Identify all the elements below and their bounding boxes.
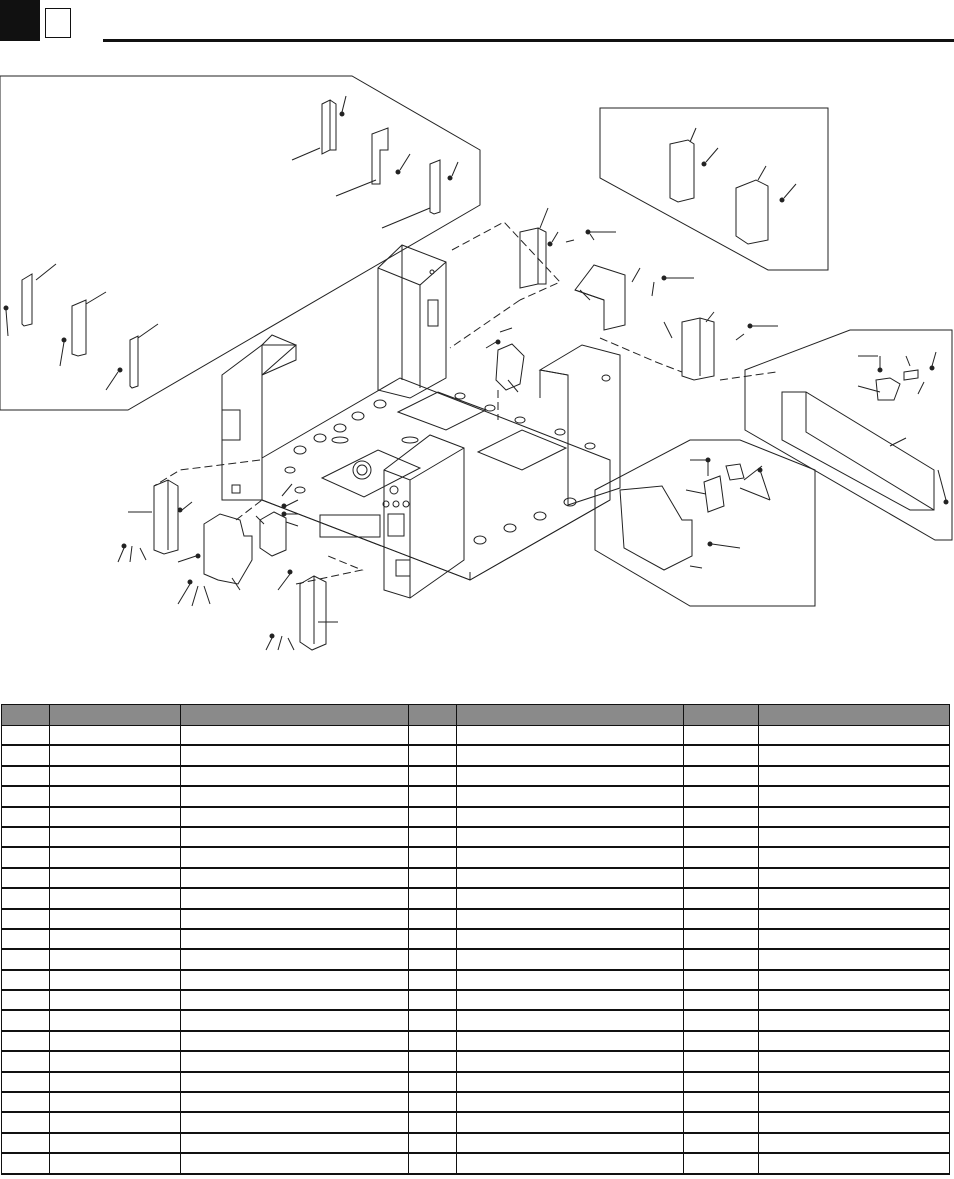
- table-cell: [684, 949, 759, 969]
- callout-leaders: [4, 96, 948, 650]
- upper-left-part-5: [72, 300, 86, 356]
- table-cell: [684, 1051, 759, 1071]
- table-cell: [2, 1112, 50, 1132]
- table-row: [2, 807, 950, 827]
- table-cell: [409, 766, 457, 786]
- table-row: [2, 1153, 950, 1173]
- table-cell: [457, 847, 684, 867]
- table-cell: [457, 949, 684, 969]
- table-cell: [50, 766, 181, 786]
- table-row: [2, 909, 950, 929]
- left-tall-column: [222, 335, 296, 500]
- table-cell: [2, 1031, 50, 1051]
- table-row: [2, 1031, 950, 1051]
- table-cell: [409, 847, 457, 867]
- table-cell: [457, 909, 684, 929]
- bracket-f: [260, 512, 286, 556]
- header-rule: [103, 39, 954, 42]
- header-cell: [457, 705, 684, 726]
- table-cell: [409, 929, 457, 949]
- table-cell: [684, 1133, 759, 1153]
- table-cell: [409, 726, 457, 746]
- table-cell: [409, 1092, 457, 1112]
- table-cell: [181, 909, 409, 929]
- table-cell: [2, 726, 50, 746]
- table-cell: [50, 1153, 181, 1173]
- table-cell: [409, 745, 457, 765]
- table-cell: [759, 786, 950, 806]
- table-cell: [50, 745, 181, 765]
- table-cell: [684, 1072, 759, 1092]
- table-cell: [759, 1133, 950, 1153]
- table-cell: [2, 1010, 50, 1030]
- table-cell: [457, 1153, 684, 1173]
- table-cell: [457, 745, 684, 765]
- rear-center-frame: [378, 245, 446, 398]
- table-cell: [181, 949, 409, 969]
- table-cell: [2, 1072, 50, 1092]
- table-cell: [759, 990, 950, 1010]
- table-cell: [684, 847, 759, 867]
- table-cell: [457, 868, 684, 888]
- table-cell: [759, 807, 950, 827]
- table-row: [2, 847, 950, 867]
- upper-left-part-2: [372, 128, 388, 184]
- upper-right-part-2: [736, 180, 768, 244]
- table-cell: [759, 827, 950, 847]
- table-cell: [409, 949, 457, 969]
- table-row: [2, 1010, 950, 1030]
- table-cell: [50, 970, 181, 990]
- table-cell: [409, 970, 457, 990]
- table-cell: [50, 1092, 181, 1112]
- callout-panel-lower-right: [595, 440, 815, 606]
- table-cell: [181, 726, 409, 746]
- table-cell: [684, 970, 759, 990]
- table-cell: [684, 807, 759, 827]
- table-cell: [409, 888, 457, 908]
- table-cell: [409, 909, 457, 929]
- table-cell: [759, 745, 950, 765]
- table-cell: [50, 909, 181, 929]
- table-row: [2, 929, 950, 949]
- table-cell: [457, 1072, 684, 1092]
- header-cell: [409, 705, 457, 726]
- table-cell: [2, 949, 50, 969]
- table-cell: [2, 766, 50, 786]
- table-cell: [684, 990, 759, 1010]
- table-cell: [684, 909, 759, 929]
- table-cell: [181, 1072, 409, 1092]
- table-cell: [457, 786, 684, 806]
- table-cell: [684, 1031, 759, 1051]
- table-cell: [50, 1072, 181, 1092]
- exploded-parts-diagram: [0, 60, 954, 680]
- table-row: [2, 868, 950, 888]
- upper-left-part-1: [322, 100, 336, 154]
- table-cell: [759, 970, 950, 990]
- table-cell: [409, 1133, 457, 1153]
- callout-panel-upper-right: [600, 108, 828, 270]
- table-cell: [759, 1031, 950, 1051]
- table-cell: [181, 990, 409, 1010]
- table-cell: [181, 929, 409, 949]
- table-cell: [409, 827, 457, 847]
- table-cell: [759, 1010, 950, 1030]
- table-cell: [457, 1031, 684, 1051]
- table-cell: [457, 1112, 684, 1132]
- right-cabinet: [540, 345, 620, 505]
- table-row: [2, 827, 950, 847]
- table-cell: [759, 1112, 950, 1132]
- table-cell: [409, 868, 457, 888]
- base-plate: [262, 378, 610, 580]
- table-cell: [457, 888, 684, 908]
- right-callout-channel: [782, 370, 934, 510]
- bracket-b: [575, 265, 625, 330]
- table-cell: [457, 1051, 684, 1071]
- upper-left-part-4: [22, 274, 32, 326]
- table-cell: [2, 847, 50, 867]
- table-row: [2, 726, 950, 746]
- table-cell: [759, 726, 950, 746]
- table-cell: [409, 1010, 457, 1030]
- table-cell: [181, 1112, 409, 1132]
- table-row: [2, 786, 950, 806]
- table-cell: [2, 909, 50, 929]
- table-cell: [409, 1051, 457, 1071]
- table-row: [2, 1092, 950, 1112]
- table-cell: [181, 1051, 409, 1071]
- table-row: [2, 766, 950, 786]
- table-cell: [684, 888, 759, 908]
- table-cell: [457, 929, 684, 949]
- table-cell: [2, 1153, 50, 1173]
- table-cell: [50, 726, 181, 746]
- table-cell: [457, 970, 684, 990]
- table-cell: [2, 888, 50, 908]
- table-cell: [2, 1092, 50, 1112]
- bracket-e: [204, 514, 252, 584]
- table-cell: [409, 807, 457, 827]
- upper-left-part-3: [430, 160, 440, 214]
- table-cell: [759, 929, 950, 949]
- table-row: [2, 1112, 950, 1132]
- table-cell: [684, 868, 759, 888]
- table-cell: [457, 1133, 684, 1153]
- parts-table-body: [2, 726, 950, 1174]
- table-cell: [181, 868, 409, 888]
- table-cell: [759, 1051, 950, 1071]
- table-cell: [2, 1051, 50, 1071]
- table-cell: [759, 766, 950, 786]
- table-cell: [181, 827, 409, 847]
- table-cell: [2, 970, 50, 990]
- table-cell: [684, 726, 759, 746]
- table-cell: [759, 888, 950, 908]
- parts-list-table: [1, 704, 950, 1175]
- table-cell: [409, 990, 457, 1010]
- table-cell: [759, 1153, 950, 1173]
- header-cell: [2, 705, 50, 726]
- table-cell: [50, 807, 181, 827]
- table-cell: [409, 1153, 457, 1173]
- table-cell: [50, 990, 181, 1010]
- table-cell: [684, 1112, 759, 1132]
- table-cell: [759, 847, 950, 867]
- table-cell: [457, 827, 684, 847]
- table-cell: [457, 990, 684, 1010]
- table-cell: [759, 868, 950, 888]
- table-cell: [2, 745, 50, 765]
- section-tab-box: [45, 8, 71, 38]
- table-cell: [684, 766, 759, 786]
- table-cell: [50, 1112, 181, 1132]
- table-cell: [50, 1051, 181, 1071]
- table-cell: [684, 929, 759, 949]
- lower-right-callout-part: [620, 464, 744, 570]
- table-cell: [457, 766, 684, 786]
- table-cell: [50, 1133, 181, 1153]
- header-cell: [684, 705, 759, 726]
- table-cell: [50, 1010, 181, 1030]
- table-cell: [409, 1112, 457, 1132]
- bracket-a: [520, 228, 546, 288]
- table-cell: [181, 847, 409, 867]
- table-row: [2, 1133, 950, 1153]
- table-cell: [50, 929, 181, 949]
- table-row: [2, 1072, 950, 1092]
- table-cell: [181, 807, 409, 827]
- table-cell: [759, 1072, 950, 1092]
- bracket-d: [154, 480, 178, 554]
- table-cell: [684, 827, 759, 847]
- table-cell: [50, 868, 181, 888]
- table-row: [2, 745, 950, 765]
- table-header-row: [2, 705, 950, 726]
- table-cell: [457, 1010, 684, 1030]
- upper-left-part-6: [130, 336, 138, 388]
- table-row: [2, 1051, 950, 1071]
- table-cell: [181, 1153, 409, 1173]
- table-row: [2, 949, 950, 969]
- table-cell: [684, 786, 759, 806]
- table-cell: [759, 949, 950, 969]
- table-cell: [684, 1010, 759, 1030]
- callout-panel-right: [745, 330, 952, 540]
- table-cell: [2, 990, 50, 1010]
- table-cell: [2, 868, 50, 888]
- header-cell: [759, 705, 950, 726]
- table-cell: [2, 1133, 50, 1153]
- table-cell: [50, 949, 181, 969]
- table-cell: [50, 888, 181, 908]
- bracket-c: [682, 318, 714, 380]
- table-cell: [181, 766, 409, 786]
- upper-right-part-1: [670, 140, 694, 202]
- table-cell: [684, 1153, 759, 1173]
- table-cell: [181, 745, 409, 765]
- table-cell: [684, 1092, 759, 1112]
- table-row: [2, 970, 950, 990]
- table-cell: [181, 1010, 409, 1030]
- table-cell: [759, 909, 950, 929]
- table-cell: [409, 786, 457, 806]
- section-tab-black: [0, 0, 40, 41]
- table-cell: [457, 1092, 684, 1112]
- table-cell: [2, 786, 50, 806]
- table-cell: [181, 888, 409, 908]
- table-cell: [684, 745, 759, 765]
- table-cell: [50, 786, 181, 806]
- table-cell: [409, 1031, 457, 1051]
- bracket-g: [300, 576, 326, 650]
- table-cell: [409, 1072, 457, 1092]
- table-cell: [181, 786, 409, 806]
- header-cell: [50, 705, 181, 726]
- table-cell: [181, 1133, 409, 1153]
- table-cell: [759, 1092, 950, 1112]
- table-cell: [181, 1092, 409, 1112]
- table-cell: [50, 827, 181, 847]
- table-cell: [2, 807, 50, 827]
- table-cell: [50, 847, 181, 867]
- table-cell: [457, 726, 684, 746]
- table-cell: [2, 929, 50, 949]
- table-cell: [181, 1031, 409, 1051]
- callout-panel-upper-left: [0, 76, 480, 410]
- table-cell: [2, 827, 50, 847]
- table-row: [2, 888, 950, 908]
- table-row: [2, 990, 950, 1010]
- header-cell: [181, 705, 409, 726]
- table-cell: [457, 807, 684, 827]
- table-cell: [50, 1031, 181, 1051]
- table-cell: [181, 970, 409, 990]
